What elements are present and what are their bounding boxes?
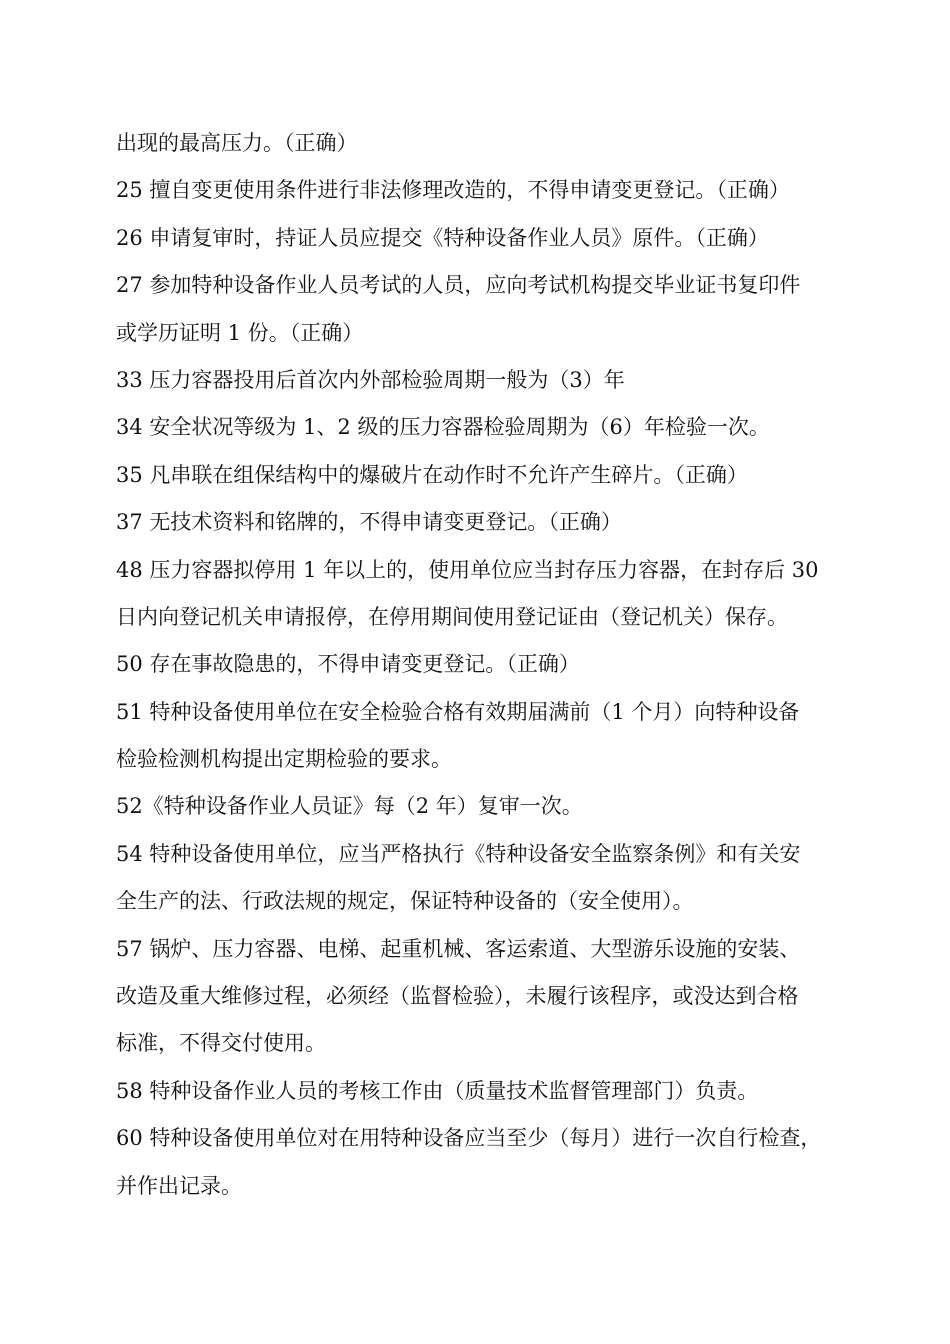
text-line: 57 锅炉、压力容器、电梯、起重机械、客运索道、大型游乐设施的安装、 (116, 936, 801, 961)
text-line: 48 压力容器拟停用 1 年以上的，使用单位应当封存压力容器，在封存后 30 (116, 557, 819, 582)
text-line: 51 特种设备使用单位在安全检验合格有效期届满前（1 个月）向特种设备 (116, 699, 800, 724)
text-line: 34 安全状况等级为 1、2 级的压力容器检验周期为（6）年检验一次。 (116, 415, 770, 440)
text-line: 37 无技术资料和铭牌的，不得申请变更登记。（正确） (116, 510, 622, 535)
text-line: 33 压力容器投用后首次内外部检验周期一般为（3）年 (116, 367, 625, 392)
text-line: 标准，不得交付使用。 (116, 1031, 326, 1056)
text-line: 27 参加特种设备作业人员考试的人员，应向考试机构提交毕业证书复印件 (116, 273, 801, 298)
text-line: 检验检测机构提出定期检验的要求。 (116, 747, 452, 772)
text-line: 58 特种设备作业人员的考核工作由（质量技术监督管理部门）负责。 (116, 1078, 759, 1103)
text-line: 出现的最高压力。（正确） (116, 131, 358, 155)
text-line: 50 存在事故隐患的，不得申请变更登记。（正确） (116, 652, 580, 677)
text-line: 或学历证明 1 份。（正确） (116, 320, 364, 345)
text-line: 25 擅自变更使用条件进行非法修理改造的，不得申请变更登记。（正确） (116, 178, 790, 203)
text-line: 60 特种设备使用单位对在用特种设备应当至少（每月）进行一次自行检查， (116, 1126, 822, 1151)
text-line: 改造及重大维修过程，必须经（监督检验），未履行该程序，或没达到合格 (116, 984, 799, 1009)
text-line: 并作出记录。 (116, 1173, 242, 1198)
text-line: 全生产的法、行政法规的规定，保证特种设备的（安全使用）。 (116, 889, 694, 914)
text-line: 52《特种设备作业人员证》每（2 年）复审一次。 (116, 794, 583, 819)
text-line: 35 凡串联在组保结构中的爆破片在动作时不允许产生碎片。（正确） (116, 462, 748, 487)
document-body (116, 120, 836, 1210)
text-line: 日内向登记机关申请报停，在停用期间使用登记证由（登记机关）保存。 (116, 604, 788, 629)
text-line: 54 特种设备使用单位，应当严格执行《特种设备安全监察条例》和有关安 (116, 841, 801, 866)
text-line: 26 申请复审时，持证人员应提交《特种设备作业人员》原件。（正确） (116, 225, 769, 250)
